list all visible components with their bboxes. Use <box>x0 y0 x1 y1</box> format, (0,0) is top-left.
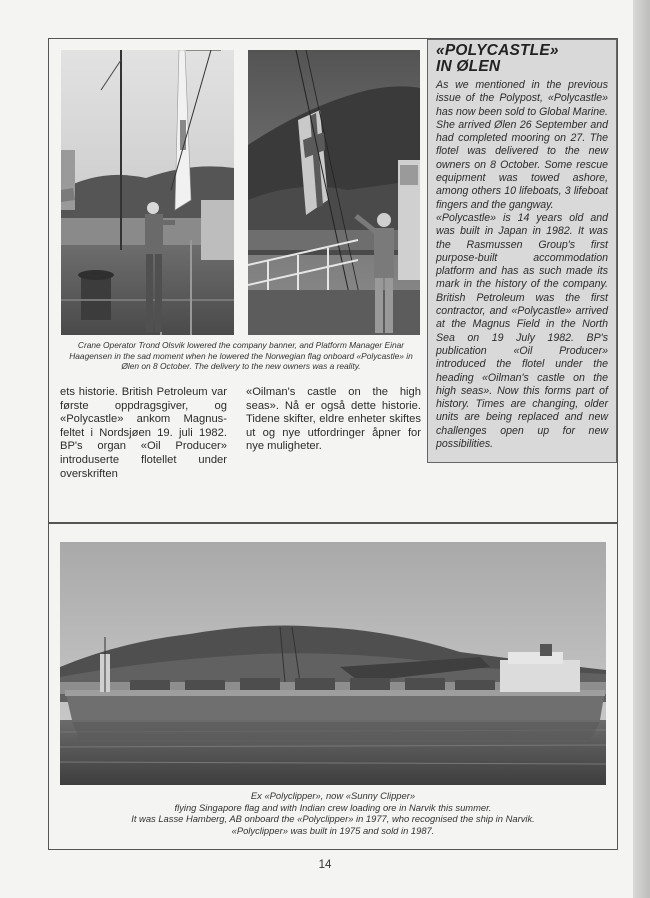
article-title-line-1: «POLYCASTLE» <box>436 42 559 59</box>
top-photo-caption: Crane Operator Trond Olsvik lowered the company banner, and Platform Manager Einar Haagensen in the sad moment when he lowered the Norwegian flag onboard «Polycastle» in Ølen on 8 October. The delivery to the new owners was a reality. <box>69 340 413 372</box>
ship-caption-line-1: Ex «Polyclipper», now «Sunny Clipper» <box>250 790 416 801</box>
norwegian-text-column-1: ets historie. British Petroleum var første oppdragsgiver, og «Polycastle» ankom Magnus-feltet i Nordsjøen 19. juli 1982. BP's organ «Oil Producer» introduserte flotellet under overskriften <box>60 386 227 480</box>
article-title-line-2: IN ØLEN <box>436 58 501 75</box>
article-title <box>436 43 608 75</box>
ship-caption-line-4: «Polyclipper» was built in 1975 and sold in 1987. <box>231 824 435 836</box>
page-number: 14 <box>318 859 332 871</box>
page-edge-shadow <box>633 0 650 898</box>
norwegian-flag-photo <box>248 50 420 335</box>
ship-caption-line-3: It was Lasse Hamberg, AB onboard the «Polyclipper» in 1977, who recognised the ship in Narvik. <box>131 813 535 825</box>
norwegian-text-column-2: «Oilman's castle on the high seas». Nå er også dette historie. Tidene skifter, eldre enheter skiftes ut og nye utfordringer åpner for nye muligheter. <box>246 386 421 453</box>
article-paragraph-2: «Polycastle» is 14 years old and was built in Japan in 1982. It was the Rasmussen Group's first purpose-built accommodation platform and has as such made its mark in the history of the company. British Petroleum was the first contractor, and «Polycastle» arrived at the Magnus Field in the North Sea on 19 July 1982. BP's publication «Oil Producer» introduced the flotel under the heading «Oilman's castle on the high seas». Now this forms part of history. Times are changing, older units are being replaced and new challenges open up for new possibilities. <box>436 211 608 451</box>
crane-operator-photo <box>61 50 234 335</box>
sunny-clipper-photo <box>60 542 606 785</box>
ship-caption-line-2: flying Singapore flag and with Indian crew loading ore in Narvik this summer. <box>174 801 492 813</box>
ship-photo-caption <box>60 790 606 836</box>
article-paragraph-1: As we mentioned in the previous issue of the Polypost, «Polycastle» has now been sold to Global Marine. She arrived Ølen 26 September and had completed mooring on 27. The flotel was delivered to the new owners on 8 October. Some rescue equipment was towed ashore, among others 10 lifeboats, 3 lifeboat fingers and the gangway. <box>436 79 608 211</box>
english-article-box <box>427 39 617 463</box>
article-body <box>436 79 608 451</box>
